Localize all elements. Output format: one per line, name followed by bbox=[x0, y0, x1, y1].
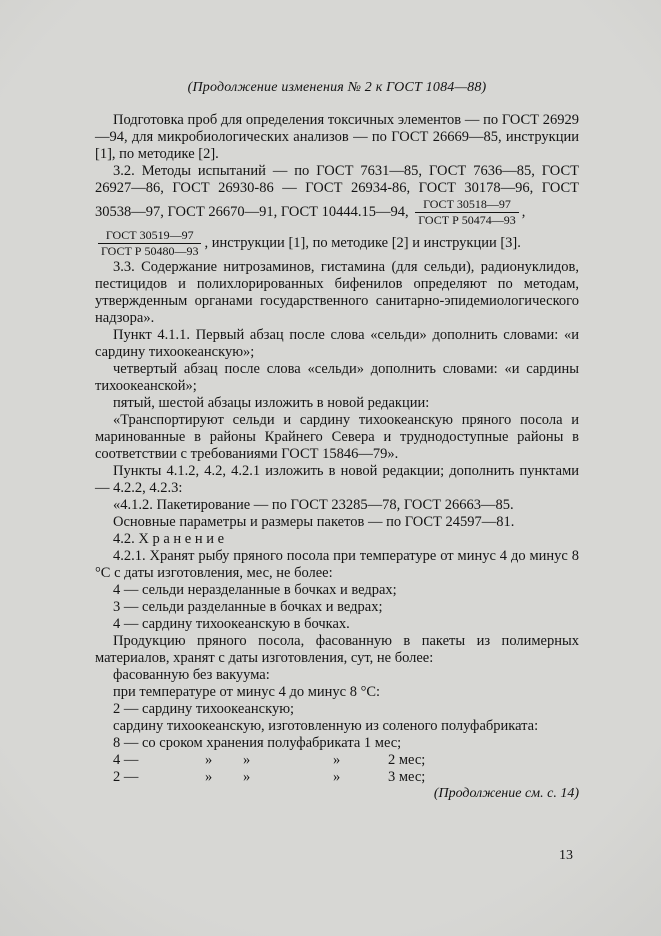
ditto-mark: » bbox=[205, 769, 213, 785]
ditto-value: 2 мес; bbox=[388, 752, 426, 768]
document-header: (Продолжение изменения № 2 к ГОСТ 1084—88) bbox=[187, 80, 487, 95]
list-item-sardine: 2 — сардину тихоокеанскую; bbox=[113, 701, 295, 717]
ditto-mark: » bbox=[333, 769, 341, 785]
gost-fraction-numerator: ГОСТ 30519—97 bbox=[98, 229, 201, 244]
gost-fraction-numerator: ГОСТ 30518—97 bbox=[415, 198, 518, 213]
paragraph-3-3-content: 3.3. Содержание нитрозаминов, гистамина (для сельди), радионуклидов, пестицидов и полихлорированных бифенилов определяют по методам, утвержденным органами государственного санитарно-эпидемиологического надзора». bbox=[95, 259, 579, 326]
ditto-mark: » bbox=[243, 752, 251, 768]
heading-4-2-storage: 4.2. Х р а н е н и е bbox=[113, 531, 225, 547]
ditto-mark: » bbox=[205, 752, 213, 768]
ditto-mark: » bbox=[243, 769, 251, 785]
paragraph-4-1-2-packaging: «4.1.2. Пакетирование — по ГОСТ 23285—78, ГОСТ 26663—85. bbox=[113, 497, 514, 513]
paragraph-3-2-test-methods bbox=[95, 163, 579, 228]
paragraph-4-1-1-fifth-sixth: пятый, шестой абзацы изложить в новой редакции: bbox=[113, 395, 430, 411]
paragraph-4-2-1-storage-terms: 4.2.1. Хранят рыбу пряного посола при температуре от минус 4 до минус 8 °С с даты изготовления, мес, не более: bbox=[95, 548, 579, 581]
ditto-row bbox=[95, 752, 579, 769]
gost-fraction-denominator: ГОСТ Р 50480—93 bbox=[101, 244, 199, 258]
list-item-8-months: 8 — со сроком хранения полуфабриката 1 мес; bbox=[113, 735, 402, 751]
ditto-prefix: 4 — bbox=[113, 752, 139, 768]
list-item-semifinished: сардину тихоокеанскую, изготовленную из соленого полуфабриката: bbox=[113, 718, 539, 734]
paragraph-4-1-1-first-item: Пункт 4.1.1. Первый абзац после слова «сельди» дополнить словами: «и сардину тихоокеанскую»; bbox=[95, 327, 579, 360]
paragraph-transport: «Транспортируют сельди и сардину тихоокеанскую пряного посола и маринованные в районы Крайнего Севера и труднодоступные районы в соответствии с требованиями ГОСТ 15846—79». bbox=[95, 412, 579, 462]
paragraph-sample-preparation: Подготовка проб для определения токсичных элементов — по ГОСТ 26929—94, для микробиологических анализов — по ГОСТ 26669—85, инструкции [1], по методике [2]. bbox=[95, 112, 579, 162]
paragraph-package-parameters: Основные параметры и размеры пакетов — по ГОСТ 24597—81. bbox=[113, 514, 515, 530]
paragraph-4-1-1-fourth-item: четвертый абзац после слова «сельди» дополнить словами: «и сардины тихоокеанской»; bbox=[95, 361, 579, 394]
ditto-row bbox=[95, 769, 579, 786]
paragraph-packaged-products: Продукцию пряного посола, фасованную в пакеты из полимерных материалов, хранят с даты изготовления, сут, не более: bbox=[95, 633, 579, 666]
paragraph-text: , инструкции [1], по методике [2] и инструкции [3]. bbox=[204, 234, 521, 251]
page-number: 13 bbox=[559, 848, 573, 863]
list-item-storage: 3 — сельди разделанные в бочках и ведрах; bbox=[113, 599, 383, 615]
list-item-storage: 4 — сардину тихоокеанскую в бочках. bbox=[113, 616, 350, 632]
ditto-mark: » bbox=[333, 752, 341, 768]
ditto-prefix: 2 — bbox=[113, 769, 139, 785]
paragraph-text: 3.2. Методы испытаний — по ГОСТ 7631—85, ГОСТ 7636—85, ГОСТ 26927—86, ГОСТ 26930-86 — ГОСТ 26934-86, ГОСТ 30178—96, ГОСТ 30538—97, ГОСТ 26670—91, ГОСТ 10444.15—94, bbox=[95, 163, 579, 220]
paragraph-text: , bbox=[521, 203, 526, 220]
paragraph-3-2-continuation bbox=[95, 228, 579, 259]
gost-fraction bbox=[415, 198, 518, 227]
gost-fraction bbox=[98, 229, 201, 258]
list-item-storage: 4 — сельди неразделанные в бочках и ведрах; bbox=[113, 582, 397, 598]
document-body bbox=[95, 112, 579, 786]
list-item-temperature: при температуре от минус 4 до минус 8 °С: bbox=[113, 684, 381, 700]
continuation-note: (Продолжение см. с. 14) bbox=[433, 786, 579, 801]
paragraph-items-new-edition: Пункты 4.1.2, 4.2, 4.2.1 изложить в новой редакции; дополнить пунктами — 4.2.2, 4.2.3: bbox=[95, 463, 579, 496]
gost-fraction-denominator: ГОСТ Р 50474—93 bbox=[418, 213, 516, 227]
ditto-value: 3 мес; bbox=[388, 769, 426, 785]
list-item-no-vacuum: фасованную без вакуума: bbox=[113, 667, 270, 683]
